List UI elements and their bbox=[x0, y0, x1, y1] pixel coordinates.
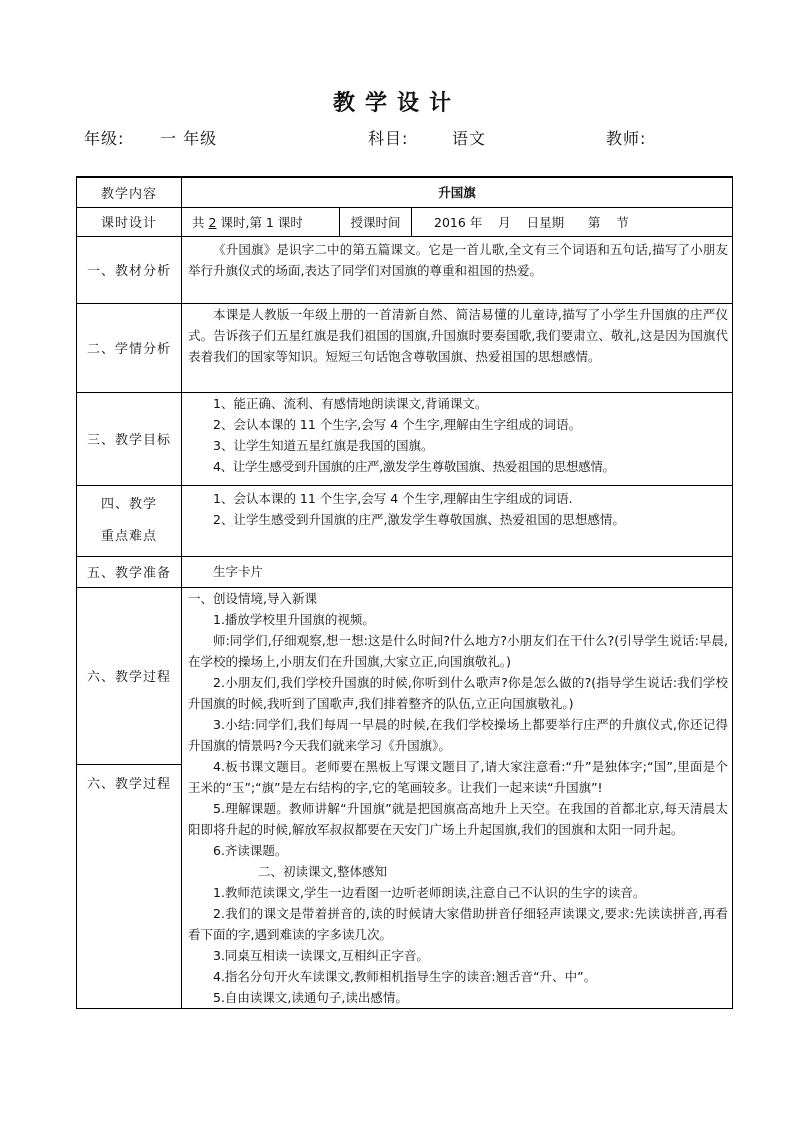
grade-value: 一 年级 bbox=[160, 129, 218, 148]
sec3-item: 3、让学生知道五星红旗是我国的国旗。 bbox=[213, 437, 434, 453]
schedule-total-num: 2 bbox=[208, 214, 217, 230]
schedule-total-suffix: 课时,第 1 课时 bbox=[220, 214, 303, 230]
sec1-cell bbox=[182, 236, 733, 303]
sec2-text: 本课是人教版一年级上册的一首清新自然、简洁易懂的儿童诗,描写了小学生升国旗的庄严仪式。告诉孩子们五星红旗是我们祖国的国旗,升国旗时要奏国歌,我们要肃立、敬礼,这是因为国旗代表着我们的国家等知识。短短三句话饱含尊敬国旗、热爱祖国的思想感情。 bbox=[188, 306, 729, 364]
sec4-cell bbox=[182, 485, 733, 556]
row-schedule bbox=[77, 207, 733, 236]
sec6-line: 5.理解课题。教师讲解“升国旗”就是把国旗高高地升上天空。在我国的首都北京,每天清晨太阳即将升起的时候,解放军叔叔都要在天安门广场上升起国旗,我们的国旗和太阳一同升起。 bbox=[188, 800, 729, 837]
sec6-label-repeat: 六、教学过程 bbox=[86, 777, 171, 792]
teacher-label: 教师: bbox=[606, 129, 647, 148]
sec3-item: 4、让学生感受到升国旗的庄严,激发学生尊敬国旗、热爱祖国的思想感情。 bbox=[213, 458, 615, 474]
row-sec4 bbox=[77, 485, 733, 556]
schedule-total-prefix: 共 bbox=[192, 214, 205, 230]
row-content bbox=[77, 177, 733, 207]
sec6-line: 3.小结:同学们,我们每周一早晨的时候,在我们学校操场上都要举行庄严的升旗仪式,你还记得升国旗的情景吗?今天我们就来学习《升国旗》。 bbox=[188, 716, 729, 753]
sec6-line: 3.同桌互相读一读课文,互相纠正字音。 bbox=[213, 947, 429, 963]
sec4-item: 2、让学生感受到升国旗的庄严,激发学生尊敬国旗、热爱祖国的思想感情。 bbox=[213, 511, 625, 527]
sec6-line: 二、初读课文,整体感知 bbox=[258, 863, 387, 879]
sec6-line: 1.播放学校里升国旗的视频。 bbox=[213, 611, 375, 627]
sec6-line: 2.我们的课文是带着拼音的,读的时候请大家借助拼音仔细轻声读课文,要求:先读读拼音,再看看下面的字,遇到难读的字多读几次。 bbox=[188, 905, 729, 942]
sec5-text: 生字卡片 bbox=[213, 564, 264, 579]
row-sec3 bbox=[77, 392, 733, 485]
sec6-cell bbox=[182, 587, 733, 1008]
content-value: 升国旗 bbox=[182, 177, 733, 207]
sec6-line: 6.齐读课题。 bbox=[213, 842, 288, 858]
sec6-line: 5.自由读课文,读通句子,读出感情。 bbox=[213, 989, 408, 1005]
sec4-item: 1、会认本课的 11 个生字,会写 4 个生字,理解由生字组成的词语. bbox=[213, 490, 573, 506]
sec4-label-line1: 四、教学 bbox=[100, 496, 157, 512]
sec4-label bbox=[77, 485, 182, 556]
sec6-line: 4.板书课文题目。老师要在黑板上写课文题目了,请大家注意看:“升”是独体字;“国”,里面是个王米的“玉”;“旗”是左右结构的字,它的笔画较多。让我们一起来读“升国旗”! bbox=[188, 758, 729, 795]
sec4-label-line2: 重点难点 bbox=[100, 528, 157, 544]
sec1-label: 一、教材分析 bbox=[77, 236, 182, 303]
sec3-label: 三、教学目标 bbox=[77, 392, 182, 485]
row-sec6 bbox=[77, 587, 733, 1008]
schedule-value bbox=[182, 207, 340, 236]
subject-label: 科目: bbox=[368, 129, 409, 148]
sec3-item: 2、会认本课的 11 个生字,会写 4 个生字,理解由生字组成的词语。 bbox=[213, 416, 582, 432]
sec6-line: 4.指名分句开火车读课文,教师相机指导生字的读音:翘舌音“升、中”。 bbox=[213, 968, 597, 984]
sec5-label: 五、教学准备 bbox=[77, 556, 182, 587]
sec1-text: 《升国旗》是识字二中的第五篇课文。它是一首儿歌,全文有三个词语和五句话,描写了小朋友举行升旗仪式的场面,表达了同学们对国旗的尊重和祖国的热爱。 bbox=[188, 241, 729, 278]
sec2-label: 二、学情分析 bbox=[77, 303, 182, 392]
content-label: 教学内容 bbox=[77, 177, 182, 207]
sec2-cell bbox=[182, 303, 733, 392]
schedule-label: 课时设计 bbox=[77, 207, 182, 236]
row-sec2 bbox=[77, 303, 733, 392]
grade-label: 年级: bbox=[84, 129, 125, 148]
row-sec1 bbox=[77, 236, 733, 303]
sec6-line: 师:同学们,仔细观察,想一想:这是什么时间?什么地方?小朋友们在干什么?(引导学生说话:早晨,在学校的操场上,小朋友们在升国旗,大家立正,向国旗敬礼。) bbox=[188, 632, 729, 669]
page-title: 教学设计 bbox=[332, 91, 461, 116]
sec6-label: 六、教学过程 bbox=[77, 588, 181, 765]
sec3-item: 1、能正确、流利、有感情地朗读课文,背诵课文。 bbox=[213, 395, 488, 411]
sec6-line: 一、创设情境,导入新课 bbox=[188, 590, 317, 606]
lesson-plan-table bbox=[76, 176, 733, 1009]
teach-time-label: 授课时间 bbox=[340, 207, 412, 236]
sec6-line: 2.小朋友们,我们学校升国旗的时候,你听到什么歌声?你是怎么做的?(指导学生说话:我们学校升国旗的时候,我听到了国歌声,我们排着整齐的队伍,立正向国旗敬礼。) bbox=[188, 674, 729, 711]
teach-time-value: 2016 年 月 日星期 第 节 bbox=[412, 207, 733, 236]
subject-value: 语文 bbox=[452, 129, 487, 148]
row-sec5 bbox=[77, 556, 733, 587]
sec3-cell bbox=[182, 392, 733, 485]
sec6-label-cell bbox=[77, 587, 182, 1008]
sec5-cell bbox=[182, 556, 733, 587]
sec6-line: 1.教师范读课文,学生一边看图一边听老师朗读,注意自己不认识的生字的读音。 bbox=[213, 884, 646, 900]
